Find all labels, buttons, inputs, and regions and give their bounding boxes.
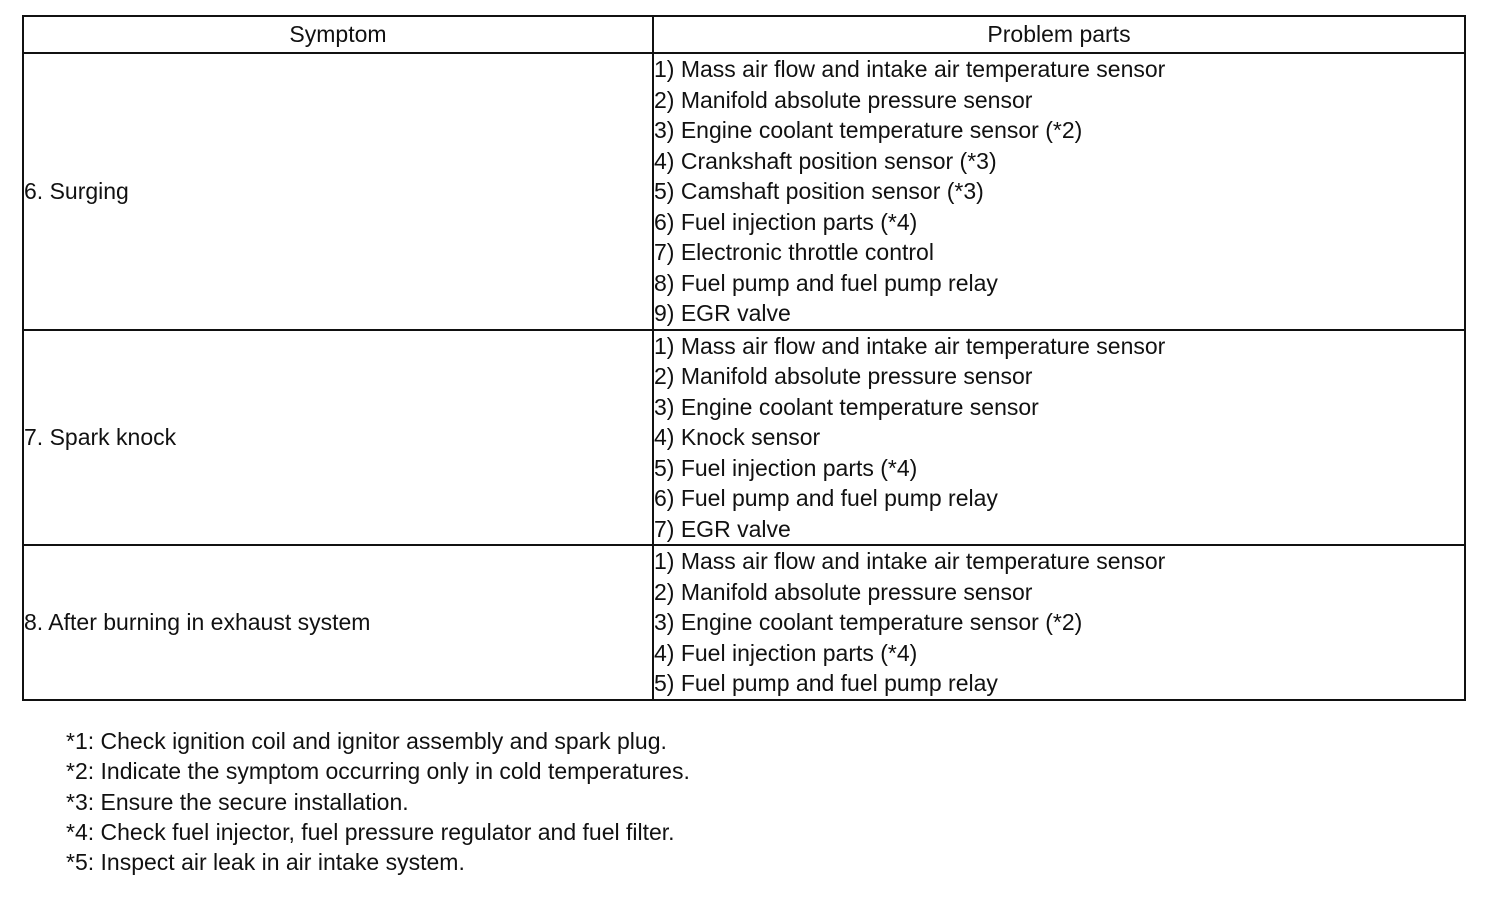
list-item: 7) Electronic throttle control <box>654 239 934 265</box>
list-item: 5) Fuel injection parts (*4) <box>654 454 918 481</box>
list-item: 5) Camshaft position sensor (*3) <box>654 178 984 204</box>
list-item: 1) Mass air flow and intake air temperature sensor <box>654 548 1166 574</box>
list-item: 6) Fuel injection parts (*4) <box>654 208 918 235</box>
list-item: 2) Manifold absolute pressure sensor <box>654 363 1033 389</box>
problem-parts-list <box>654 331 1464 545</box>
list-item: 9) EGR valve <box>654 300 791 326</box>
problem-parts-cell <box>653 545 1465 700</box>
list-item: 4) Crankshaft position sensor (*3) <box>654 147 997 174</box>
problem-parts-cell <box>653 53 1465 330</box>
symptom-cell: 8. After burning in exhaust system <box>23 545 653 700</box>
footnote: *4: Check fuel injector, fuel pressure regulator and fuel filter. <box>66 818 675 845</box>
list-item: 3) Engine coolant temperature sensor (*2) <box>654 609 1083 635</box>
header-symptom: Symptom <box>23 16 653 53</box>
list-item: 8) Fuel pump and fuel pump relay <box>654 269 998 296</box>
symptom-cell: 7. Spark knock <box>23 330 653 546</box>
footnote: *2: Indicate the symptom occurring only in cold temperatures. <box>66 758 690 785</box>
list-item: 1) Mass air flow and intake air temperature sensor <box>654 332 1166 359</box>
list-item: 5) Fuel pump and fuel pump relay <box>654 670 998 696</box>
list-item: 7) EGR valve <box>654 515 791 542</box>
footnote: *3: Ensure the secure installation. <box>66 788 409 815</box>
symptom-cell: 6. Surging <box>23 53 653 330</box>
list-item: 2) Manifold absolute pressure sensor <box>654 578 1033 605</box>
symptom-parts-table <box>22 15 1466 701</box>
list-item: 1) Mass air flow and intake air temperature sensor <box>654 56 1166 82</box>
problem-parts-list <box>654 546 1464 699</box>
header-problem-parts: Problem parts <box>653 16 1465 53</box>
table-row <box>23 330 1465 546</box>
footnote: *1: Check ignition coil and ignitor assembly and spark plug. <box>66 728 667 754</box>
list-item: 4) Fuel injection parts (*4) <box>654 639 918 666</box>
list-item: 3) Engine coolant temperature sensor <box>654 393 1039 420</box>
footnotes <box>66 726 690 877</box>
list-item: 3) Engine coolant temperature sensor (*2) <box>654 117 1083 143</box>
table-row <box>23 545 1465 700</box>
table-header-row <box>23 16 1465 53</box>
footnote: *5: Inspect air leak in air intake system. <box>66 849 465 876</box>
table-row <box>23 53 1465 330</box>
list-item: 6) Fuel pump and fuel pump relay <box>654 485 998 511</box>
problem-parts-list <box>654 54 1464 329</box>
list-item: 2) Manifold absolute pressure sensor <box>654 86 1033 113</box>
list-item: 4) Knock sensor <box>654 424 821 450</box>
problem-parts-cell <box>653 330 1465 546</box>
